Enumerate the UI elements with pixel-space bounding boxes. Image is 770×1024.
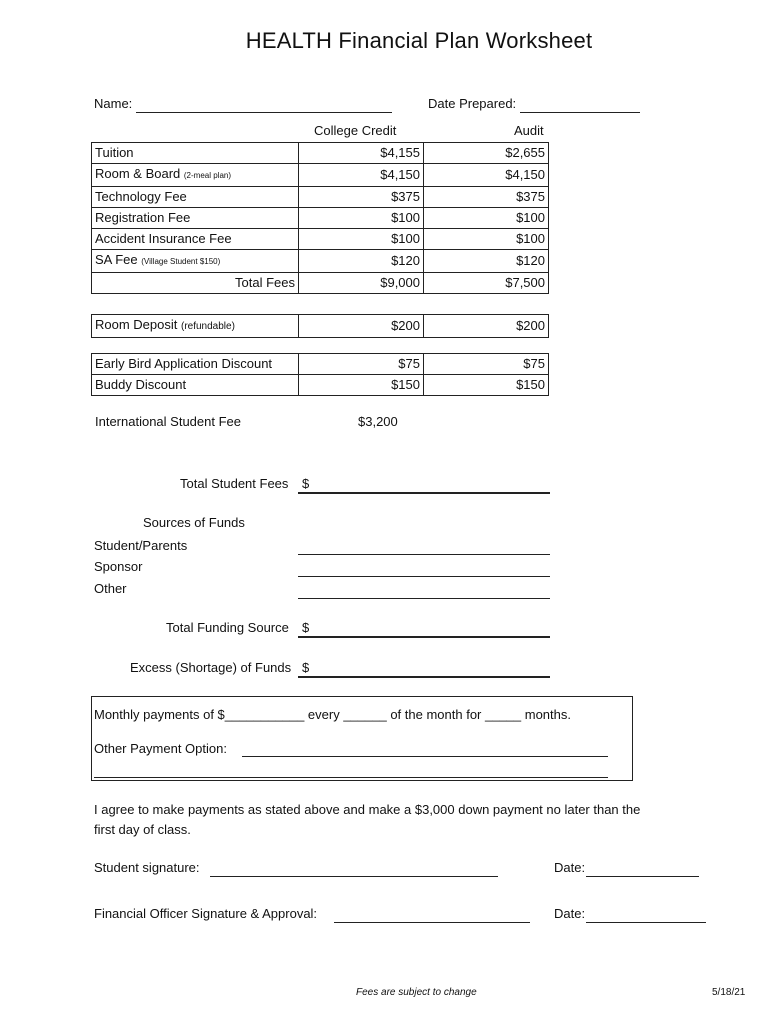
- source-sponsor-label: Sponsor: [94, 559, 143, 574]
- date-prepared-label: Date Prepared:: [428, 96, 517, 111]
- agreement-line-2: first day of class.: [94, 822, 191, 837]
- excess-shortage-label: Excess (Shortage) of Funds: [130, 660, 292, 675]
- name-label: Name:: [94, 96, 133, 111]
- table-row: [92, 229, 549, 250]
- total-audit-value: $7,500: [424, 273, 549, 294]
- credit-value: $120: [299, 250, 424, 273]
- international-fee-value: $3,200: [358, 414, 398, 429]
- name-field[interactable]: [136, 98, 392, 113]
- other-payment-field-line2[interactable]: [94, 763, 608, 778]
- fee-label: SA Fee: [95, 252, 138, 267]
- fee-note: (Village Student $150): [141, 257, 221, 266]
- fee-label: Room & Board: [95, 166, 181, 181]
- table-row: [92, 143, 549, 164]
- credit-value: $200: [299, 315, 424, 338]
- fee-label: Tuition: [95, 145, 134, 160]
- credit-value: $75: [299, 354, 424, 375]
- source-other-label: Other: [94, 581, 127, 596]
- room-deposit-note: (refundable): [181, 321, 235, 332]
- student-date-field[interactable]: [586, 862, 699, 877]
- source-student-parents-label: Student/Parents: [94, 538, 188, 553]
- total-student-fees-label: Total Student Fees: [180, 476, 289, 491]
- room-deposit-table: [91, 314, 549, 338]
- student-date-label: Date:: [554, 860, 586, 875]
- discount-label: Early Bird Application Discount: [92, 354, 299, 375]
- dollar-sign: $: [302, 476, 310, 491]
- table-row: [92, 354, 549, 375]
- total-student-fees-field[interactable]: [298, 478, 550, 494]
- column-header-audit: Audit: [514, 123, 544, 138]
- column-header-college-credit: College Credit: [314, 123, 397, 138]
- table-row: [92, 187, 549, 208]
- dollar-sign: $: [302, 620, 310, 635]
- discount-label: Buddy Discount: [92, 375, 299, 396]
- page-title: HEALTH Financial Plan Worksheet: [245, 28, 593, 53]
- total-funding-field[interactable]: [298, 622, 550, 638]
- credit-value: $375: [299, 187, 424, 208]
- fee-table: [91, 142, 549, 294]
- student-signature-field[interactable]: [210, 862, 498, 877]
- fee-label: Technology Fee: [95, 189, 187, 204]
- table-row: [92, 208, 549, 229]
- total-fees-row: [92, 273, 549, 294]
- footer-date: 5/18/21: [712, 987, 746, 998]
- total-funding-label: Total Funding Source: [166, 620, 289, 635]
- sources-heading: Sources of Funds: [143, 515, 245, 530]
- monthly-payments-line[interactable]: Monthly payments of $___________ every ______ of the month for _____ months.: [94, 707, 571, 722]
- audit-value: $100: [424, 229, 549, 250]
- credit-value: $4,150: [299, 164, 424, 187]
- excess-shortage-field[interactable]: [298, 662, 550, 678]
- payment-plan-box: [91, 696, 633, 781]
- international-fee-label: International Student Fee: [95, 414, 241, 429]
- room-deposit-label: Room Deposit: [95, 317, 178, 332]
- discount-table: [91, 353, 549, 396]
- source-sponsor-field[interactable]: [298, 562, 550, 577]
- audit-value: $150: [424, 375, 549, 396]
- credit-value: $100: [299, 229, 424, 250]
- credit-value: $150: [299, 375, 424, 396]
- officer-signature-field[interactable]: [334, 908, 530, 923]
- source-other-field[interactable]: [298, 584, 550, 599]
- fee-label: Accident Insurance Fee: [95, 231, 232, 246]
- audit-value: $100: [424, 208, 549, 229]
- other-payment-field[interactable]: [242, 742, 608, 757]
- audit-value: $75: [424, 354, 549, 375]
- total-fees-label: Total Fees: [92, 273, 299, 294]
- credit-value: $4,155: [299, 143, 424, 164]
- fee-note: (2-meal plan): [183, 171, 232, 180]
- audit-value: $2,655: [424, 143, 549, 164]
- audit-value: $120: [424, 250, 549, 273]
- fee-label: Registration Fee: [95, 210, 191, 225]
- officer-signature-label: Financial Officer Signature & Approval:: [94, 906, 318, 921]
- agreement-line-1: I agree to make payments as stated above and make a $3,000 down payment no later than the: [94, 802, 641, 817]
- footer-note: Fees are subject to change: [356, 987, 477, 998]
- officer-date-field[interactable]: [586, 908, 706, 923]
- table-row: [92, 164, 549, 187]
- credit-value: $100: [299, 208, 424, 229]
- other-payment-label: Other Payment Option:: [94, 741, 227, 756]
- audit-value: $4,150: [424, 164, 549, 187]
- officer-date-label: Date:: [554, 906, 586, 921]
- audit-value: $200: [424, 315, 549, 338]
- table-row: [92, 315, 549, 338]
- audit-value: $375: [424, 187, 549, 208]
- total-credit-value: $9,000: [299, 273, 424, 294]
- dollar-sign: $: [302, 660, 310, 675]
- date-prepared-field[interactable]: [520, 98, 640, 113]
- source-student-parents-field[interactable]: [298, 540, 550, 555]
- table-row: [92, 250, 549, 273]
- table-row: [92, 375, 549, 396]
- student-signature-label: Student signature:: [94, 860, 200, 875]
